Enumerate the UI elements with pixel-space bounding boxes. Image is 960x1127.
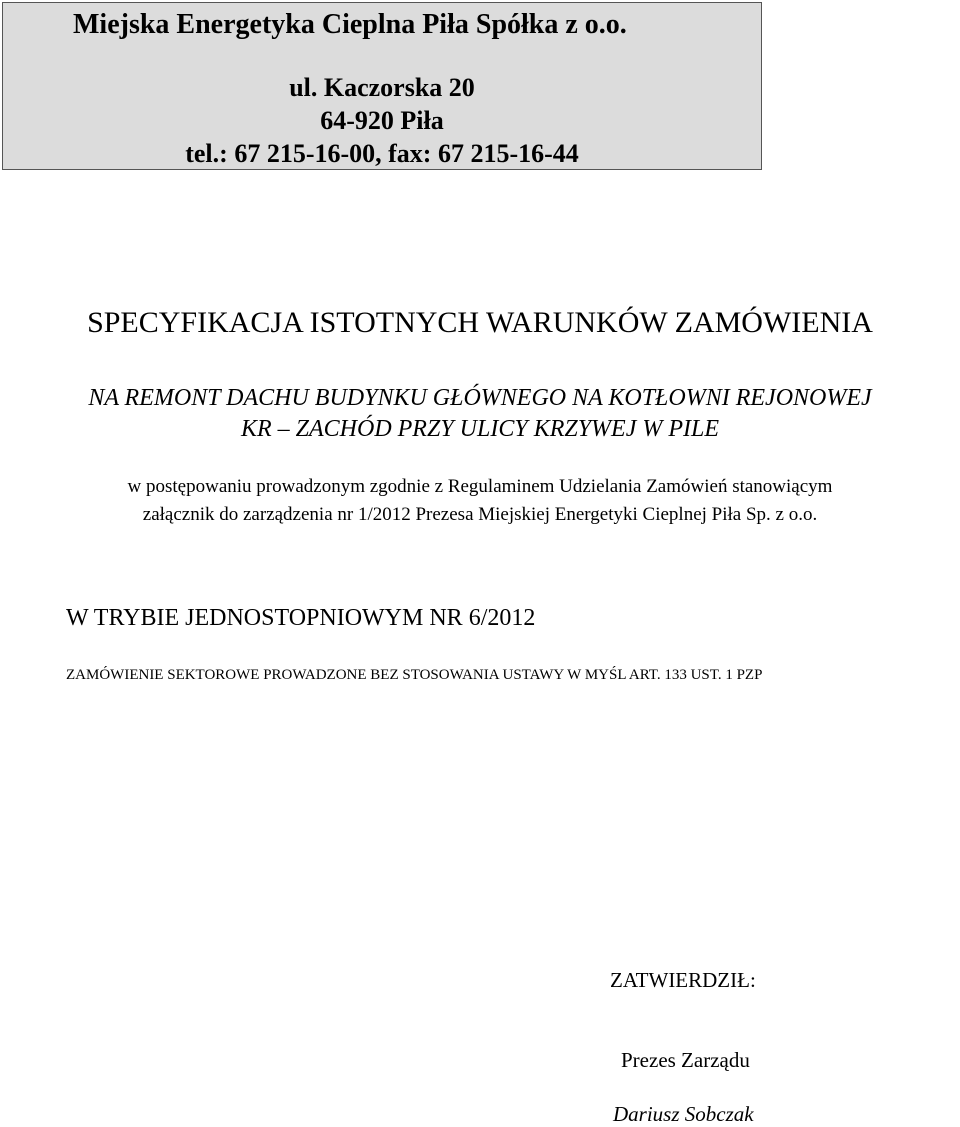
document-title: SPECYFIKACJA ISTOTNYCH WARUNKÓW ZAMÓWIENIA [87,306,873,339]
company-phone-fax: tel.: 67 215-16-00, fax: 67 215-16-44 [185,139,579,168]
company-street: ul. Kaczorska 20 [289,73,475,102]
procedure-line-2: załącznik do zarządzenia nr 1/2012 Prezesa Miejskiej Energetyki Cieplnej Piła Sp. z o.o. [142,504,818,525]
company-header-box [2,2,762,170]
company-city: 64-920 Piła [320,106,444,135]
signatory-name: Dariusz Sobczak [613,1102,754,1126]
signatory-position: Prezes Zarządu [621,1048,750,1072]
approved-label: ZATWIERDZIŁ: [610,968,756,992]
subject-line-1: NA REMONT DACHU BUDYNKU GŁÓWNEGO NA KOTŁOWNI REJONOWEJ [88,385,872,411]
company-name: Miejska Energetyka Cieplna Piła Spółka z o.o. [73,9,627,40]
procedure-mode: W TRYBIE JEDNOSTOPNIOWYM NR 6/2012 [66,605,536,631]
procedure-line-1: w postępowaniu prowadzonym zgodnie z Regulaminem Udzielania Zamówień stanowiącym [127,476,833,497]
sector-note: ZAMÓWIENIE SEKTOROWE PROWADZONE BEZ STOSOWANIA USTAWY W MYŚL ART. 133 UST. 1 PZP [66,667,763,683]
subject-line-2: KR – ZACHÓD PRZY ULICY KRZYWEJ W PILE [240,416,720,442]
